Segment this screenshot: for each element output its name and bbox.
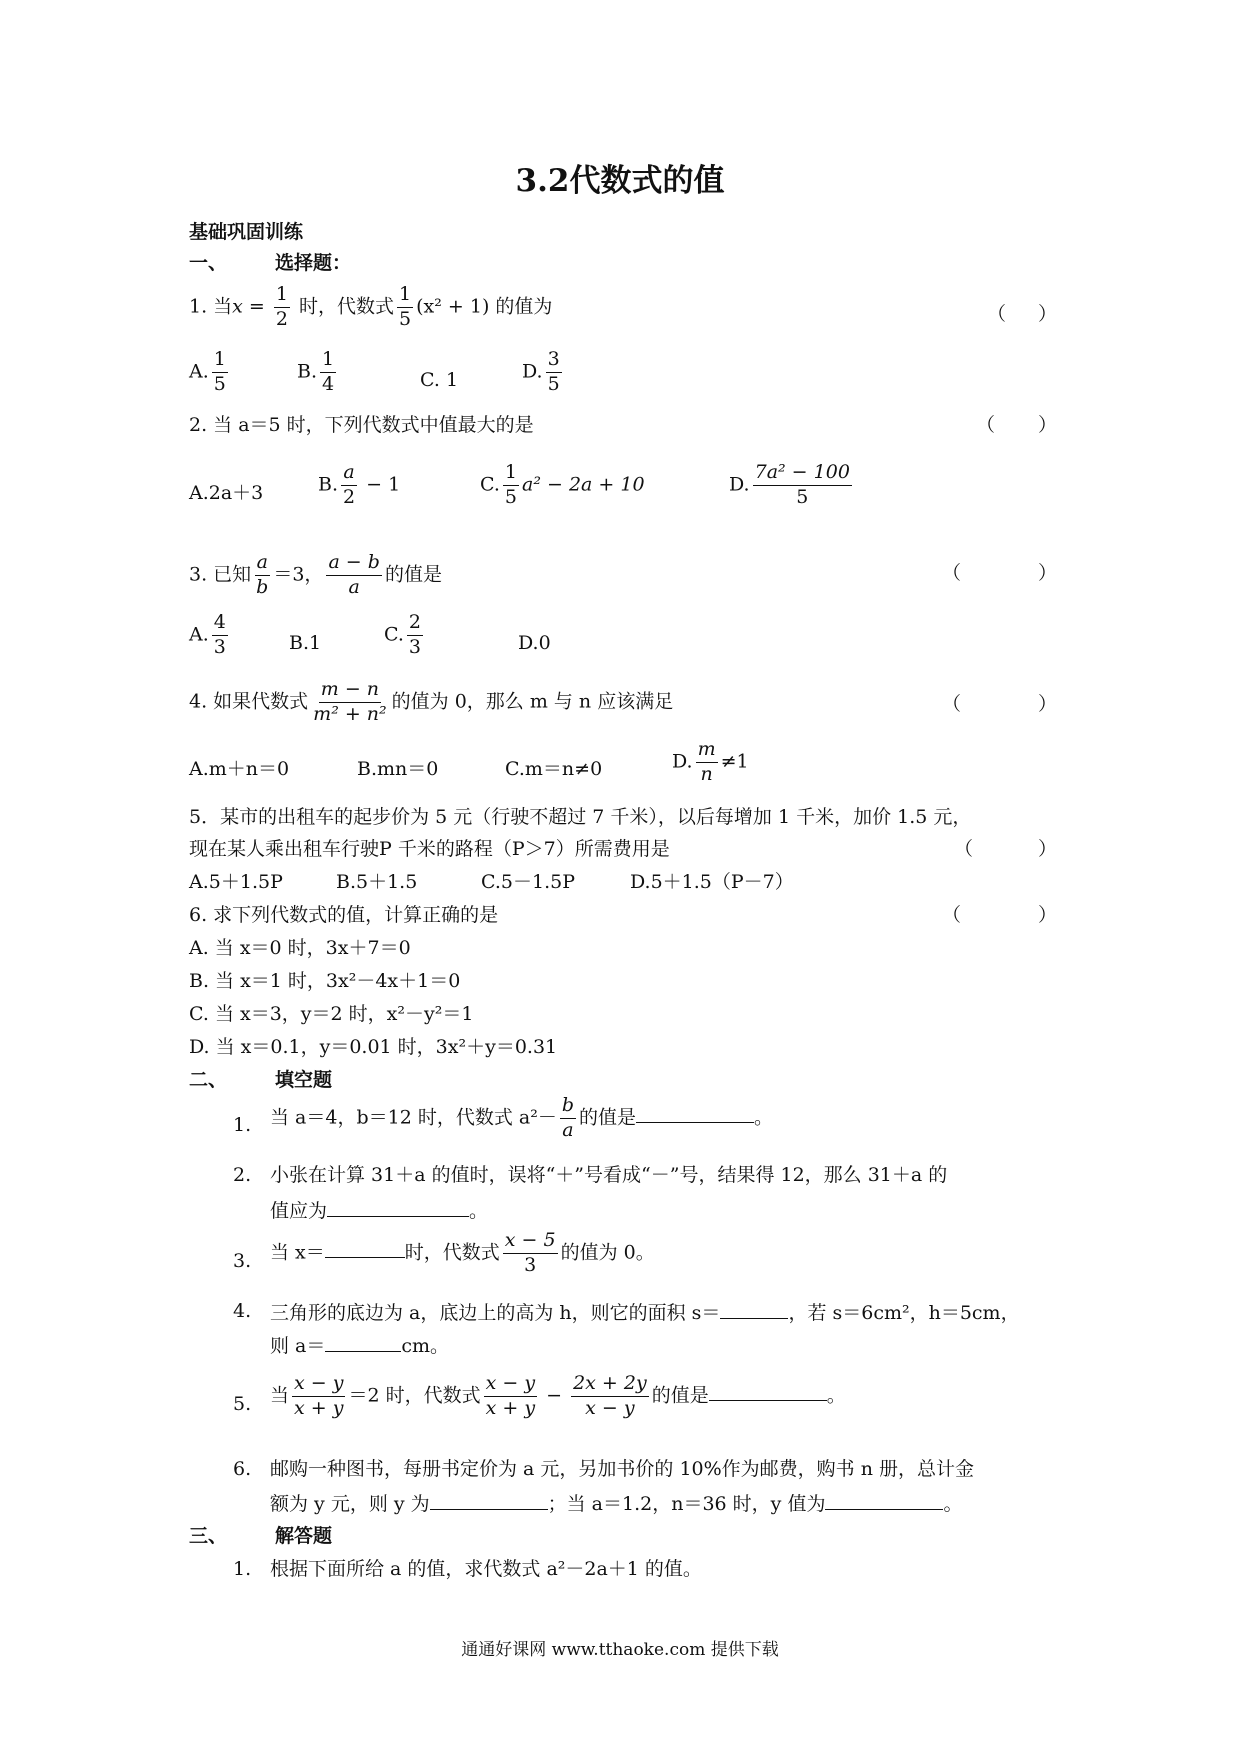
q4-stem: 4. 如果代数式 $\frac{m - n}{\text{m² + n²}}$ 的值为 0，那么 m 与 n 应该满足	[189, 678, 674, 725]
fill-6-blank-value	[825, 1491, 943, 1510]
solve-1-text: 根据下面所给 a 的值，求代数式 a²－2a＋1 的值。	[270, 1558, 702, 1580]
q2-answer-paren-close: ）	[1038, 414, 1058, 436]
q2-option-c: C. $\frac{1}{5}$ a² − 2a + 10	[480, 461, 645, 508]
fill-4-line-1: 三角形的底边为 a，底边上的高为 h，则它的面积 s＝ ，若 s＝6cm²，h＝5cm，	[270, 1302, 1020, 1324]
page-title: 3.2代数式的值	[515, 163, 725, 199]
q6-option-a: A. 当 x＝0 时，3x＋7＝0	[189, 937, 411, 959]
section-3-number: 三、	[189, 1525, 228, 1547]
q1-option-b: B. $\frac{1}{4}$	[297, 348, 335, 395]
q6-answer-paren-open: （	[942, 904, 962, 926]
q3-option-d: D.0	[518, 632, 551, 654]
q2-option-a: A.2a＋3	[189, 482, 264, 504]
q4-answer-paren-open: （	[942, 693, 962, 715]
solve-1-number: 1.	[233, 1558, 252, 1580]
q3-option-b: B.1	[289, 632, 322, 654]
q5-option-a: A.5＋1.5P	[189, 871, 283, 893]
fill-5-blank	[709, 1382, 827, 1401]
q4-fraction: $\frac{m - n}{\text{m² + n²}}$	[313, 678, 387, 725]
fill-3-text: 当 x＝ 时，代数式 $\frac{x - 5}{3}$ 的值为 0。	[270, 1229, 655, 1276]
q1-fraction-coef: $\frac{1}{5}$	[399, 283, 412, 330]
q3-answer-paren-open: （	[942, 562, 962, 584]
section-2-number: 二、	[189, 1069, 228, 1091]
q5-stem-line-2: 现在某人乘出租车行驶P 千米的路程（P＞7）所需费用是	[189, 838, 670, 860]
q3-option-a: A. $\frac{4}{3}$	[189, 611, 226, 658]
q5-answer-paren-open: （	[954, 838, 974, 860]
q5-stem-line-1: 5．某市的出租车的起步价为 5 元（行驶不超过 7 千米），以后每增加 1 千米，加价 1.5 元，	[189, 806, 972, 828]
section-3-name: 解答题	[275, 1525, 333, 1547]
fill-2-blank	[327, 1198, 469, 1217]
q3-option-c: C. $\frac{2}{3}$	[384, 611, 421, 658]
fill-6-line-2: 额为 y 元，则 y 为 ；当 a＝1.2，n＝36 时，y 值为 。	[270, 1493, 963, 1515]
fill-3-blank	[325, 1239, 405, 1258]
fill-2-number: 2.	[233, 1164, 252, 1186]
q2-stem: 2. 当 a＝5 时，下列代数式中值最大的是	[189, 414, 534, 436]
q4-option-b: B.mn＝0	[357, 758, 439, 780]
q1-option-d: D. $\frac{3}{5}$	[522, 348, 560, 395]
q1-stem: 1. 当x = $\frac{1}{2}$ 时，代数式 $\frac{1}{5}$ (x² + 1) 的值为	[189, 283, 553, 330]
fill-4-line-2: 则 a＝ cm。	[270, 1335, 450, 1357]
fill-1-text: 当 a＝4，b＝12 时，代数式 a²－ $\frac{b}{a}$ 的值是 。	[270, 1094, 774, 1141]
q3-fraction-amb: $\frac{a - b}{a}$	[328, 551, 380, 598]
q3-stem: 3. 已知 $\frac{a}{b}$ ＝3， $\frac{a - b}{a}$ 的值是	[189, 551, 442, 598]
q3-answer-paren-close: ）	[1038, 562, 1058, 584]
q1-option-a: A. $\frac{1}{5}$	[189, 348, 226, 395]
fill-5-text: 当 $\frac{x - y}{x + y}$ ＝2 时，代数式 $\frac{x - y}{x + y}$ − $\frac{2x + 2y}{x - y}$ 的值是 。	[270, 1372, 846, 1419]
section-main-heading: 基础巩固训练	[189, 221, 304, 243]
q6-option-c: C. 当 x＝3，y＝2 时，x²－y²＝1	[189, 1003, 474, 1025]
fill-6-number: 6.	[233, 1458, 252, 1480]
section-1-number: 一、	[189, 252, 228, 274]
q6-answer-paren-close: ）	[1038, 904, 1058, 926]
q5-option-d: D.5＋1.5（P－7）	[630, 871, 794, 893]
fill-3-number: 3.	[233, 1250, 252, 1272]
fill-2-line-2: 值应为 。	[270, 1200, 489, 1222]
q1-option-c: C. 1	[420, 369, 459, 391]
q6-option-d: D. 当 x＝0.1，y＝0.01 时，3x²＋y＝0.31	[189, 1036, 558, 1058]
q4-option-d: D. $\frac{m}{n}$ ≠1	[672, 738, 749, 785]
q2-answer-paren-open: （	[976, 414, 996, 436]
q2-option-b: B. $\frac{a}{2}$ − 1	[318, 461, 401, 508]
fill-1-blank	[636, 1104, 754, 1123]
q2-option-d: D. $\frac{\text{7a² − 100}}{5}$	[729, 461, 850, 508]
q5-answer-paren-close: ）	[1038, 838, 1058, 860]
q1-answer-paren-close: ）	[1038, 303, 1058, 325]
q4-option-c: C.m＝n≠0	[505, 758, 603, 780]
fill-4-number: 4.	[233, 1300, 252, 1322]
footer-source-note: 通通好课网 www.tthaoke.com 提供下载	[461, 1640, 779, 1660]
q5-option-b: B.5＋1.5	[336, 871, 418, 893]
fill-6-blank-y	[430, 1491, 548, 1510]
q4-answer-paren-close: ）	[1038, 693, 1058, 715]
q1-fraction-x: $\frac{1}{2}$	[275, 283, 288, 330]
q3-fraction-ab: $\frac{a}{b}$	[256, 551, 269, 598]
fill-4-blank-a	[325, 1333, 401, 1352]
q4-option-a: A.m＋n＝0	[189, 758, 290, 780]
q6-option-b: B. 当 x＝1 时，3x²－4x＋1＝0	[189, 970, 461, 992]
fill-2-line-1: 小张在计算 31＋a 的值时，误将“＋”号看成“－”号，结果得 12，那么 31＋a 的	[270, 1164, 948, 1186]
q1-answer-paren-open: （	[987, 303, 1007, 325]
fill-6-line-1: 邮购一种图书，每册书定价为 a 元，另加书价的 10%作为邮费，购书 n 册，总计金	[270, 1458, 974, 1480]
fill-5-number: 5.	[233, 1393, 252, 1415]
q6-stem: 6. 求下列代数式的值，计算正确的是	[189, 904, 499, 926]
section-2-name: 填空题	[275, 1069, 333, 1091]
section-1-name: 选择题：	[275, 252, 352, 274]
fill-4-blank-s	[720, 1300, 788, 1319]
q5-option-c: C.5－1.5P	[481, 871, 575, 893]
fill-1-number: 1.	[233, 1114, 252, 1136]
